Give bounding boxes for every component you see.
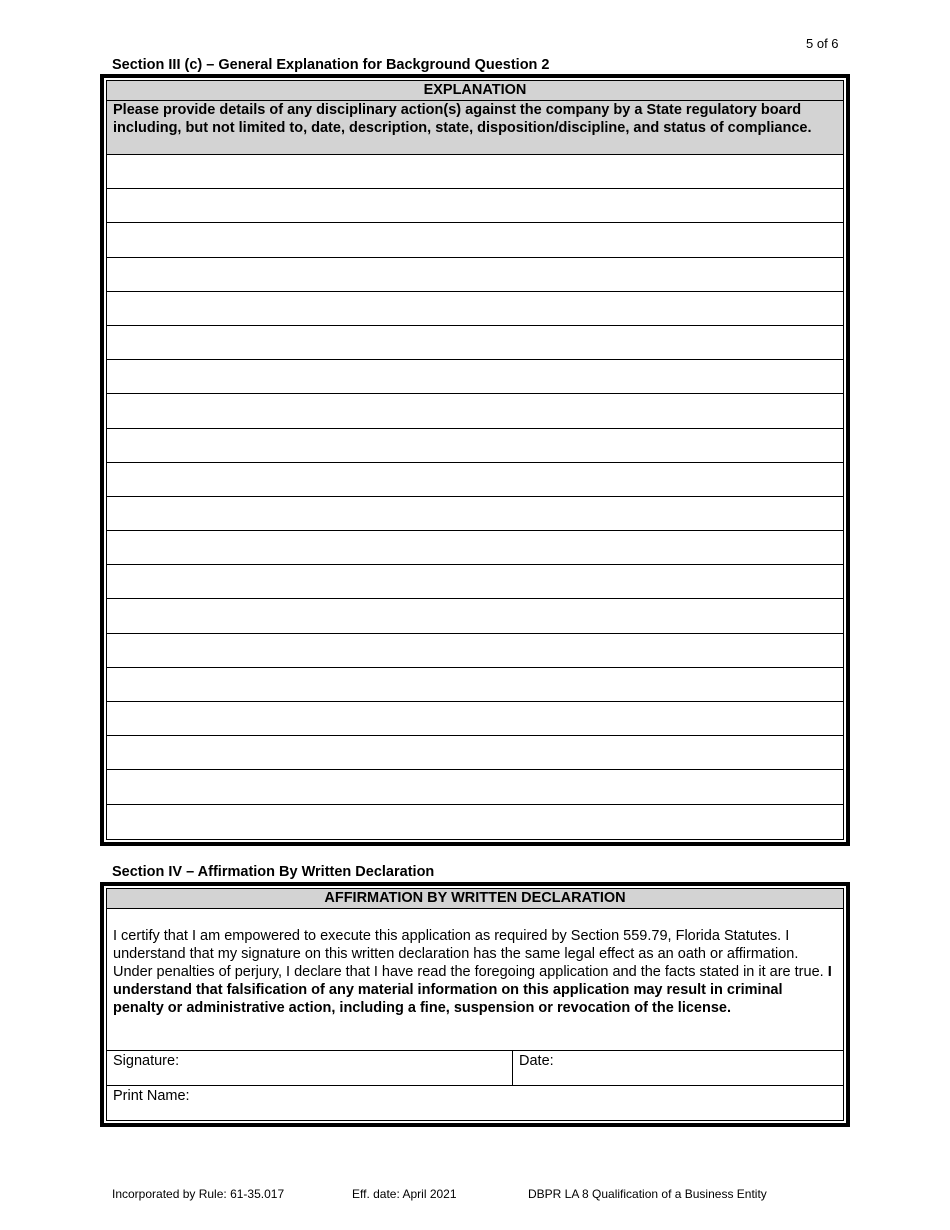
section-4-heading: Section IV – Affirmation By Written Declaration [112,864,435,880]
explanation-row[interactable] [107,360,843,394]
page-number: 5 of 6 [806,36,839,51]
date-label: Date: [519,1053,554,1069]
explanation-row[interactable] [107,258,843,292]
affirmation-statement-bold: I understand that falsification of any material information on this application may result in criminal penalty or administrative action, including a fine, suspension or revocation of the license. [113,964,832,1016]
explanation-row[interactable] [107,805,843,839]
affirmation-statement-plain: I certify that I am empowered to execute this application as required by Section 559.79, Florida Statutes. I understand that my signature on this written declaration has the same legal effect as an oath or affirmation. Under penalties of perjury, I declare that I have read the foregoing application and the facts stated in it are true. [113,928,828,980]
explanation-row[interactable] [107,394,843,428]
explanation-instructions: Please provide details of any disciplinary action(s) against the company by a State regulatory board including, but not limited to, date, description, state, disposition/discipline, and status of compliance. [107,101,843,155]
explanation-row[interactable] [107,326,843,360]
date-field[interactable] [513,1051,843,1085]
footer-rule: Incorporated by Rule: 61-35.017 [112,1187,285,1201]
affirmation-table [100,882,850,1127]
signature-row [107,1051,843,1086]
explanation-row[interactable] [107,634,843,668]
explanation-row[interactable] [107,292,843,326]
explanation-row[interactable] [107,463,843,497]
affirmation-statement [107,909,843,1051]
explanation-row[interactable] [107,702,843,736]
explanation-rows [107,155,843,839]
section-3c-heading: Section III (c) – General Explanation for Background Question 2 [112,57,550,73]
explanation-row[interactable] [107,565,843,599]
signature-label: Signature: [113,1053,180,1069]
affirmation-header: AFFIRMATION BY WRITTEN DECLARATION [107,889,843,909]
signature-field[interactable] [107,1051,513,1085]
explanation-row[interactable] [107,429,843,463]
explanation-row[interactable] [107,155,843,189]
explanation-table [100,74,850,846]
explanation-row[interactable] [107,770,843,804]
footer-eff-date: Eff. date: April 2021 [352,1187,457,1201]
explanation-row[interactable] [107,189,843,223]
footer-form-title: DBPR LA 8 Qualification of a Business Entity [528,1187,767,1201]
explanation-row[interactable] [107,531,843,565]
explanation-header: EXPLANATION [107,81,843,101]
explanation-row[interactable] [107,497,843,531]
explanation-row[interactable] [107,223,843,257]
explanation-row[interactable] [107,668,843,702]
explanation-row[interactable] [107,736,843,770]
explanation-row[interactable] [107,599,843,633]
print-name-label: Print Name: [113,1088,190,1104]
print-name-field[interactable] [107,1086,843,1120]
